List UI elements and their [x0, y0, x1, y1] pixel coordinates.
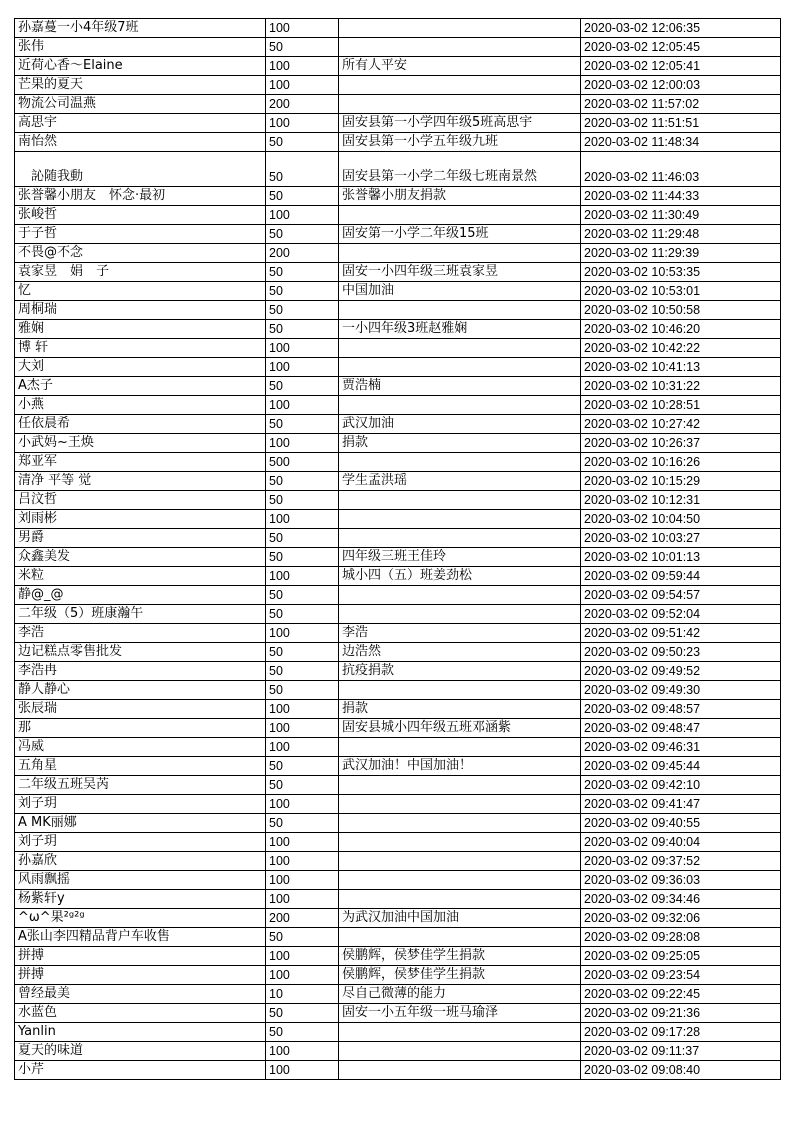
table-row	[15, 358, 781, 377]
donor-name-cell: 米粒	[15, 567, 266, 586]
timestamp-cell: 2020-03-02 09:23:54	[581, 966, 781, 985]
message-cell: 四年级三班王佳玲	[339, 548, 581, 567]
timestamp-cell: 2020-03-02 11:29:48	[581, 225, 781, 244]
timestamp-cell: 2020-03-02 09:40:55	[581, 814, 781, 833]
table-row	[15, 586, 781, 605]
message-cell	[339, 453, 581, 472]
table-row	[15, 510, 781, 529]
donor-name-cell: 雅娴	[15, 320, 266, 339]
amount-cell: 50	[266, 225, 339, 244]
table-row	[15, 985, 781, 1004]
table-row	[15, 700, 781, 719]
message-cell	[339, 833, 581, 852]
table-row	[15, 434, 781, 453]
timestamp-cell: 2020-03-02 11:48:34	[581, 133, 781, 152]
message-cell	[339, 852, 581, 871]
amount-cell: 100	[266, 510, 339, 529]
donor-name-cell: 静人静心	[15, 681, 266, 700]
timestamp-cell: 2020-03-02 09:48:57	[581, 700, 781, 719]
donor-name-cell: 大刘	[15, 358, 266, 377]
donor-name-cell: 杨紫轩y	[15, 890, 266, 909]
donor-name-cell: 冯威	[15, 738, 266, 757]
amount-cell: 50	[266, 320, 339, 339]
message-cell: 武汉加油！中国加油！	[339, 757, 581, 776]
donor-name-cell: 静@_@	[15, 586, 266, 605]
timestamp-cell: 2020-03-02 09:21:36	[581, 1004, 781, 1023]
message-cell: 武汉加油	[339, 415, 581, 434]
amount-cell: 100	[266, 947, 339, 966]
message-cell: 尽自己微薄的能力	[339, 985, 581, 1004]
table-row	[15, 19, 781, 38]
message-cell	[339, 795, 581, 814]
message-cell: 固安县城小四年级五班邓涵紫	[339, 719, 581, 738]
timestamp-cell: 2020-03-02 12:00:03	[581, 76, 781, 95]
table-row	[15, 738, 781, 757]
timestamp-cell: 2020-03-02 10:03:27	[581, 529, 781, 548]
message-cell	[339, 510, 581, 529]
donor-name-cell: 忆	[15, 282, 266, 301]
amount-cell: 50	[266, 662, 339, 681]
message-cell: 侯鹏辉，侯梦佳学生捐款	[339, 947, 581, 966]
donor-name-cell: 拼搏	[15, 947, 266, 966]
amount-cell: 50	[266, 928, 339, 947]
donor-name-cell: 南怡然	[15, 133, 266, 152]
table-row	[15, 206, 781, 225]
donor-name-cell: 拼搏	[15, 966, 266, 985]
timestamp-cell: 2020-03-02 09:22:45	[581, 985, 781, 1004]
timestamp-cell: 2020-03-02 09:08:40	[581, 1061, 781, 1080]
table-row	[15, 339, 781, 358]
amount-cell: 50	[266, 586, 339, 605]
timestamp-cell: 2020-03-02 09:59:44	[581, 567, 781, 586]
table-row	[15, 377, 781, 396]
timestamp-cell: 2020-03-02 09:41:47	[581, 795, 781, 814]
amount-cell: 50	[266, 529, 339, 548]
timestamp-cell: 2020-03-02 12:05:41	[581, 57, 781, 76]
message-cell: 为武汉加油中国加油	[339, 909, 581, 928]
amount-cell: 200	[266, 909, 339, 928]
message-cell: 捐款	[339, 700, 581, 719]
timestamp-cell: 2020-03-02 10:01:13	[581, 548, 781, 567]
donor-name-cell: ^ω^果²ᵍ²ᵍ	[15, 909, 266, 928]
timestamp-cell: 2020-03-02 09:45:44	[581, 757, 781, 776]
timestamp-cell: 2020-03-02 12:05:45	[581, 38, 781, 57]
amount-cell: 50	[266, 133, 339, 152]
donor-name-cell: 小燕	[15, 396, 266, 415]
timestamp-cell: 2020-03-02 09:36:03	[581, 871, 781, 890]
timestamp-cell: 2020-03-02 09:25:05	[581, 947, 781, 966]
table-row	[15, 833, 781, 852]
table-row	[15, 643, 781, 662]
donor-name-cell: 二年级（5）班康瀚午	[15, 605, 266, 624]
donor-name-cell: 博 轩	[15, 339, 266, 358]
amount-cell: 50	[266, 643, 339, 662]
message-cell	[339, 586, 581, 605]
table-row	[15, 719, 781, 738]
amount-cell: 50	[266, 1023, 339, 1042]
table-row	[15, 38, 781, 57]
message-cell: 固安一小四年级三班袁家昱	[339, 263, 581, 282]
amount-cell: 100	[266, 700, 339, 719]
amount-cell: 50	[266, 681, 339, 700]
message-cell	[339, 871, 581, 890]
timestamp-cell: 2020-03-02 09:48:47	[581, 719, 781, 738]
donor-name-cell: 訫随我動	[15, 152, 266, 187]
table-row	[15, 472, 781, 491]
message-cell: 贾浩楠	[339, 377, 581, 396]
donor-name-cell: 吕汶哲	[15, 491, 266, 510]
amount-cell: 50	[266, 263, 339, 282]
message-cell	[339, 76, 581, 95]
donor-name-cell: 袁家昱 娟 子	[15, 263, 266, 282]
donor-name-cell: 芒果的夏天	[15, 76, 266, 95]
timestamp-cell: 2020-03-02 10:50:58	[581, 301, 781, 320]
timestamp-cell: 2020-03-02 10:42:22	[581, 339, 781, 358]
table-row	[15, 244, 781, 263]
donor-name-cell: 孙嘉蔓一小4年级7班	[15, 19, 266, 38]
timestamp-cell: 2020-03-02 09:11:37	[581, 1042, 781, 1061]
timestamp-cell: 2020-03-02 10:15:29	[581, 472, 781, 491]
amount-cell: 100	[266, 795, 339, 814]
table-row	[15, 795, 781, 814]
donor-name-cell: 张辰瑞	[15, 700, 266, 719]
table-row	[15, 890, 781, 909]
table-row	[15, 909, 781, 928]
timestamp-cell: 2020-03-02 09:49:52	[581, 662, 781, 681]
message-cell	[339, 491, 581, 510]
timestamp-cell: 2020-03-02 09:28:08	[581, 928, 781, 947]
message-cell: 中国加油	[339, 282, 581, 301]
message-cell: 所有人平安	[339, 57, 581, 76]
timestamp-cell: 2020-03-02 10:46:20	[581, 320, 781, 339]
donor-name-cell: 孙嘉欣	[15, 852, 266, 871]
donor-name-cell: 任依晨希	[15, 415, 266, 434]
donor-name-cell: 刘子玥	[15, 795, 266, 814]
timestamp-cell: 2020-03-02 10:27:42	[581, 415, 781, 434]
table-row	[15, 453, 781, 472]
amount-cell: 50	[266, 757, 339, 776]
timestamp-cell: 2020-03-02 09:49:30	[581, 681, 781, 700]
message-cell	[339, 814, 581, 833]
timestamp-cell: 2020-03-02 09:50:23	[581, 643, 781, 662]
amount-cell: 50	[266, 377, 339, 396]
table-row	[15, 301, 781, 320]
table-row	[15, 567, 781, 586]
timestamp-cell: 2020-03-02 09:40:04	[581, 833, 781, 852]
message-cell: 捐款	[339, 434, 581, 453]
amount-cell: 10	[266, 985, 339, 1004]
table-row	[15, 776, 781, 795]
table-row	[15, 282, 781, 301]
table-row	[15, 1023, 781, 1042]
message-cell	[339, 529, 581, 548]
amount-cell: 100	[266, 1042, 339, 1061]
donor-name-cell: 张峻哲	[15, 206, 266, 225]
message-cell	[339, 1061, 581, 1080]
donor-name-cell: 水蓝色	[15, 1004, 266, 1023]
donor-name-cell: 那	[15, 719, 266, 738]
donor-name-cell: A MK丽娜	[15, 814, 266, 833]
timestamp-cell: 2020-03-02 10:12:31	[581, 491, 781, 510]
table-row	[15, 814, 781, 833]
message-cell	[339, 339, 581, 358]
amount-cell: 50	[266, 548, 339, 567]
timestamp-cell: 2020-03-02 10:53:35	[581, 263, 781, 282]
amount-cell: 100	[266, 76, 339, 95]
amount-cell: 100	[266, 358, 339, 377]
amount-cell: 100	[266, 833, 339, 852]
donation-table	[14, 18, 781, 1080]
amount-cell: 100	[266, 339, 339, 358]
message-cell	[339, 890, 581, 909]
message-cell	[339, 38, 581, 57]
table-row	[15, 966, 781, 985]
message-cell	[339, 605, 581, 624]
message-cell	[339, 1023, 581, 1042]
donor-name-cell: 夏天的味道	[15, 1042, 266, 1061]
timestamp-cell: 2020-03-02 10:31:22	[581, 377, 781, 396]
timestamp-cell: 2020-03-02 09:17:28	[581, 1023, 781, 1042]
donor-name-cell: 高思宇	[15, 114, 266, 133]
message-cell	[339, 776, 581, 795]
donor-name-cell: 周桐瑞	[15, 301, 266, 320]
amount-cell: 50	[266, 814, 339, 833]
table-row	[15, 225, 781, 244]
amount-cell: 100	[266, 871, 339, 890]
table-row	[15, 396, 781, 415]
timestamp-cell: 2020-03-02 11:44:33	[581, 187, 781, 206]
table-row	[15, 320, 781, 339]
amount-cell: 100	[266, 434, 339, 453]
donor-name-cell: 李浩冉	[15, 662, 266, 681]
message-cell: 城小四（五）班姜劲松	[339, 567, 581, 586]
timestamp-cell: 2020-03-02 11:46:03	[581, 152, 781, 187]
table-row	[15, 57, 781, 76]
timestamp-cell: 2020-03-02 10:26:37	[581, 434, 781, 453]
donor-name-cell: 刘子玥	[15, 833, 266, 852]
amount-cell: 50	[266, 776, 339, 795]
timestamp-cell: 2020-03-02 10:28:51	[581, 396, 781, 415]
amount-cell: 100	[266, 114, 339, 133]
amount-cell: 100	[266, 852, 339, 871]
amount-cell: 50	[266, 491, 339, 510]
message-cell	[339, 19, 581, 38]
amount-cell: 50	[266, 605, 339, 624]
amount-cell: 200	[266, 95, 339, 114]
timestamp-cell: 2020-03-02 12:06:35	[581, 19, 781, 38]
timestamp-cell: 2020-03-02 09:52:04	[581, 605, 781, 624]
donor-name-cell: 曾经最美	[15, 985, 266, 1004]
amount-cell: 50	[266, 472, 339, 491]
table-row	[15, 491, 781, 510]
table-row	[15, 133, 781, 152]
amount-cell: 100	[266, 206, 339, 225]
amount-cell: 50	[266, 187, 339, 206]
donor-name-cell: 不畏@不念	[15, 244, 266, 263]
message-cell: 张誉馨小朋友捐款	[339, 187, 581, 206]
message-cell: 固安县第一小学五年级九班	[339, 133, 581, 152]
timestamp-cell: 2020-03-02 09:37:52	[581, 852, 781, 871]
donor-name-cell: A杰子	[15, 377, 266, 396]
message-cell: 固安县第一小学二年级七班南景然	[339, 152, 581, 187]
amount-cell: 50	[266, 282, 339, 301]
message-cell	[339, 206, 581, 225]
timestamp-cell: 2020-03-02 11:51:51	[581, 114, 781, 133]
timestamp-cell: 2020-03-02 09:54:57	[581, 586, 781, 605]
timestamp-cell: 2020-03-02 09:34:46	[581, 890, 781, 909]
table-row	[15, 114, 781, 133]
table-row	[15, 1061, 781, 1080]
message-cell	[339, 681, 581, 700]
timestamp-cell: 2020-03-02 10:04:50	[581, 510, 781, 529]
message-cell: 侯鹏辉，侯梦佳学生捐款	[339, 966, 581, 985]
table-row	[15, 187, 781, 206]
table-row	[15, 1004, 781, 1023]
donor-name-cell: A张山李四精品背户车收售	[15, 928, 266, 947]
table-row	[15, 947, 781, 966]
message-cell: 抗疫捐款	[339, 662, 581, 681]
amount-cell: 100	[266, 1061, 339, 1080]
donor-name-cell: 清净 平等 觉	[15, 472, 266, 491]
table-row	[15, 529, 781, 548]
timestamp-cell: 2020-03-02 11:29:39	[581, 244, 781, 263]
message-cell: 李浩	[339, 624, 581, 643]
message-cell	[339, 396, 581, 415]
donor-name-cell: Yanlin	[15, 1023, 266, 1042]
message-cell	[339, 1042, 581, 1061]
donation-rows	[15, 19, 781, 1080]
timestamp-cell: 2020-03-02 09:32:06	[581, 909, 781, 928]
donor-name-cell: 张伟	[15, 38, 266, 57]
message-cell: 固安一小五年级一班马瑜泽	[339, 1004, 581, 1023]
timestamp-cell: 2020-03-02 09:46:31	[581, 738, 781, 757]
message-cell: 固安第一小学二年级15班	[339, 225, 581, 244]
message-cell	[339, 738, 581, 757]
amount-cell: 100	[266, 738, 339, 757]
donor-name-cell: 风雨飘摇	[15, 871, 266, 890]
amount-cell: 100	[266, 624, 339, 643]
table-row	[15, 852, 781, 871]
donor-name-cell: 小芹	[15, 1061, 266, 1080]
message-cell	[339, 95, 581, 114]
donor-name-cell: 物流公司温燕	[15, 95, 266, 114]
table-row	[15, 76, 781, 95]
amount-cell: 50	[266, 152, 339, 187]
amount-cell: 100	[266, 890, 339, 909]
donor-name-cell: 小武妈~王焕	[15, 434, 266, 453]
message-cell	[339, 928, 581, 947]
message-cell: 边浩然	[339, 643, 581, 662]
amount-cell: 500	[266, 453, 339, 472]
amount-cell: 50	[266, 38, 339, 57]
amount-cell: 100	[266, 966, 339, 985]
donor-name-cell: 郑亚军	[15, 453, 266, 472]
timestamp-cell: 2020-03-02 10:16:26	[581, 453, 781, 472]
message-cell	[339, 358, 581, 377]
amount-cell: 100	[266, 567, 339, 586]
donor-name-cell: 边记糕点零售批发	[15, 643, 266, 662]
table-row	[15, 757, 781, 776]
table-row	[15, 95, 781, 114]
donor-name-cell: 众鑫美发	[15, 548, 266, 567]
amount-cell: 50	[266, 1004, 339, 1023]
timestamp-cell: 2020-03-02 10:41:13	[581, 358, 781, 377]
table-row	[15, 624, 781, 643]
table-row	[15, 681, 781, 700]
table-row	[15, 871, 781, 890]
amount-cell: 100	[266, 19, 339, 38]
amount-cell: 100	[266, 396, 339, 415]
table-row	[15, 152, 781, 187]
table-row	[15, 1042, 781, 1061]
timestamp-cell: 2020-03-02 11:30:49	[581, 206, 781, 225]
timestamp-cell: 2020-03-02 11:57:02	[581, 95, 781, 114]
message-cell: 固安县第一小学四年级5班高思宇	[339, 114, 581, 133]
donor-name-cell: 男爵	[15, 529, 266, 548]
table-row	[15, 605, 781, 624]
donor-name-cell: 李浩	[15, 624, 266, 643]
donor-name-cell: 刘雨彬	[15, 510, 266, 529]
table-row	[15, 415, 781, 434]
message-cell	[339, 301, 581, 320]
message-cell: 学生孟洪瑶	[339, 472, 581, 491]
table-row	[15, 263, 781, 282]
amount-cell: 50	[266, 301, 339, 320]
amount-cell: 100	[266, 719, 339, 738]
message-cell	[339, 244, 581, 263]
timestamp-cell: 2020-03-02 10:53:01	[581, 282, 781, 301]
donor-name-cell: 张誉馨小朋友 怀念·最初	[15, 187, 266, 206]
amount-cell: 100	[266, 57, 339, 76]
table-row	[15, 928, 781, 947]
donor-name-cell: 近荷心香～Elaine	[15, 57, 266, 76]
donor-name-cell: 二年级五班吴芮	[15, 776, 266, 795]
donor-name-cell: 于子哲	[15, 225, 266, 244]
timestamp-cell: 2020-03-02 09:51:42	[581, 624, 781, 643]
table-row	[15, 662, 781, 681]
table-row	[15, 548, 781, 567]
amount-cell: 200	[266, 244, 339, 263]
timestamp-cell: 2020-03-02 09:42:10	[581, 776, 781, 795]
amount-cell: 50	[266, 415, 339, 434]
donor-name-cell: 五角星	[15, 757, 266, 776]
message-cell: 一小四年级3班赵雅娴	[339, 320, 581, 339]
